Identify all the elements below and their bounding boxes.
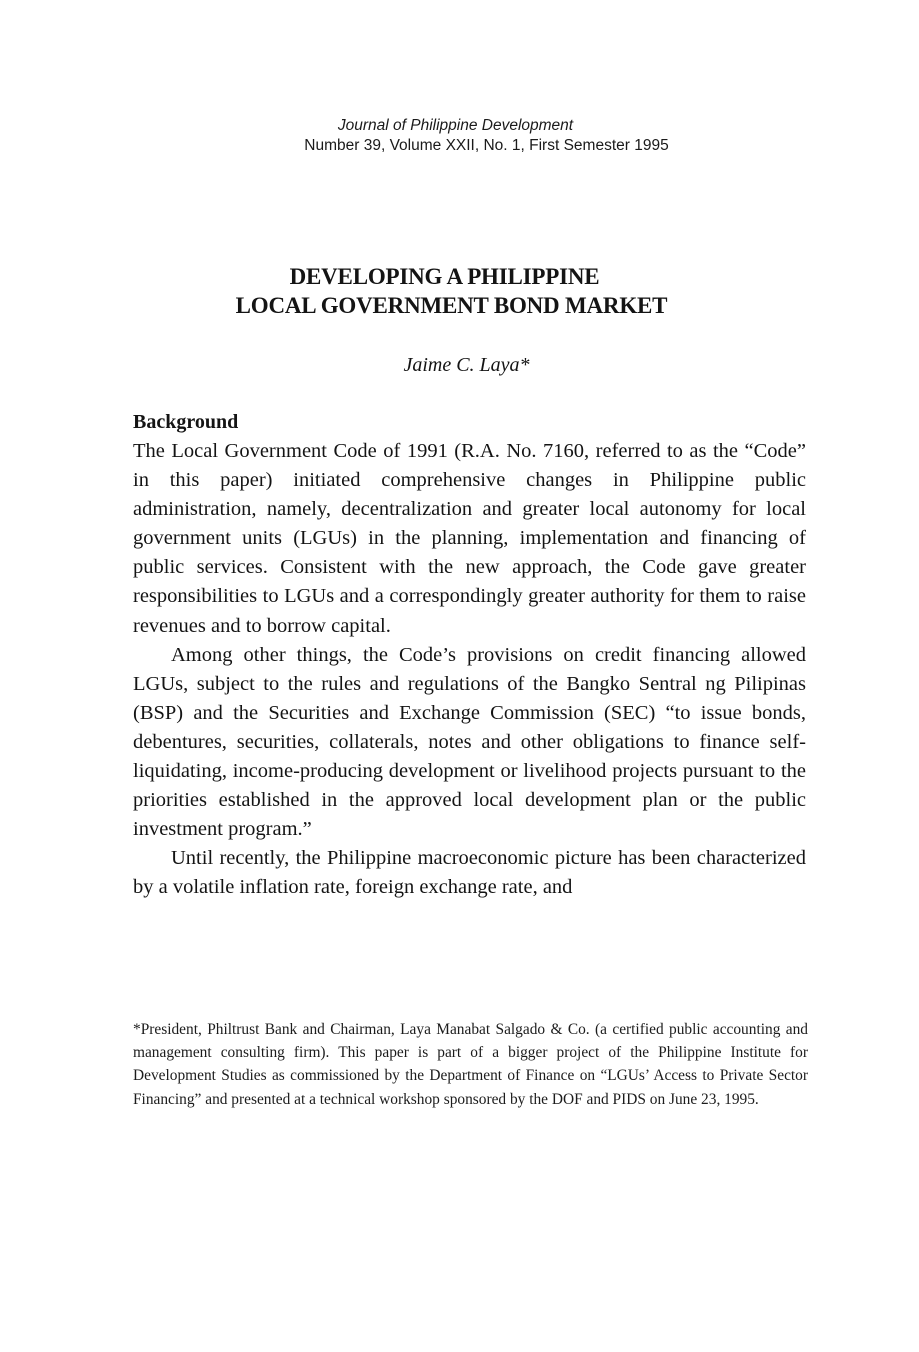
title-line-1: DEVELOPING A PHILIPPINE (289, 264, 600, 289)
paragraph-1: The Local Government Code of 1991 (R.A. No. 7160, referred to as the “Code” in this paper) initiated comprehensive changes in Philippine public administration, namely, decentralization and greater local autonomy for local government units (LGUs) in the planning, implementation and financing of public services. Consistent with the new approach, the Code gave greater responsibilities to LGUs and a correspondingly greater authority for them to raise revenues and to borrow capital. (133, 440, 806, 637)
title-line-2: LOCAL GOVERNMENT BOND MARKET (235, 293, 668, 318)
journal-name: Journal of Philippine Development (337, 117, 574, 134)
section-heading: Background (133, 411, 239, 433)
journal-header (0, 116, 919, 156)
paragraph-2: Among other things, the Code’s provisions on credit financing allowed LGUs, subject to the rules and regulations of the Bangko Sentral ng Pilipinas (BSP) and the Securities and Exchange Commission (SEC) “to issue bonds, debentures, securities, collaterals, notes and other obligations to finance self-liquidating, income-producing development or livelihood projects pursuant to the priorities established in the approved local development plan or the public investment program.” (133, 643, 806, 841)
body-text (133, 437, 806, 903)
journal-issue: Number 39, Volume XXII, No. 1, First Semester 1995 (304, 137, 669, 154)
paragraph-3: Until recently, the Philippine macroeconomic picture has been characterized by a volatile inflation rate, foreign exchange rate, and (133, 847, 806, 899)
author-name: Jaime C. Laya* (403, 354, 530, 376)
author-byline (0, 352, 919, 378)
author-footnote: *President, Philtrust Bank and Chairman, Laya Manabat Salgado & Co. (a certified public accounting and management consulting firm). This paper is part of a bigger project of the Philippine Institute for Development Studies as commissioned by the Department of Finance on “LGUs’ Access to Private Sector Financing” and presented at a technical workshop sponsored by the DOF and PIDS on June 23, 1995. (133, 1021, 808, 1108)
article-title (0, 262, 919, 320)
